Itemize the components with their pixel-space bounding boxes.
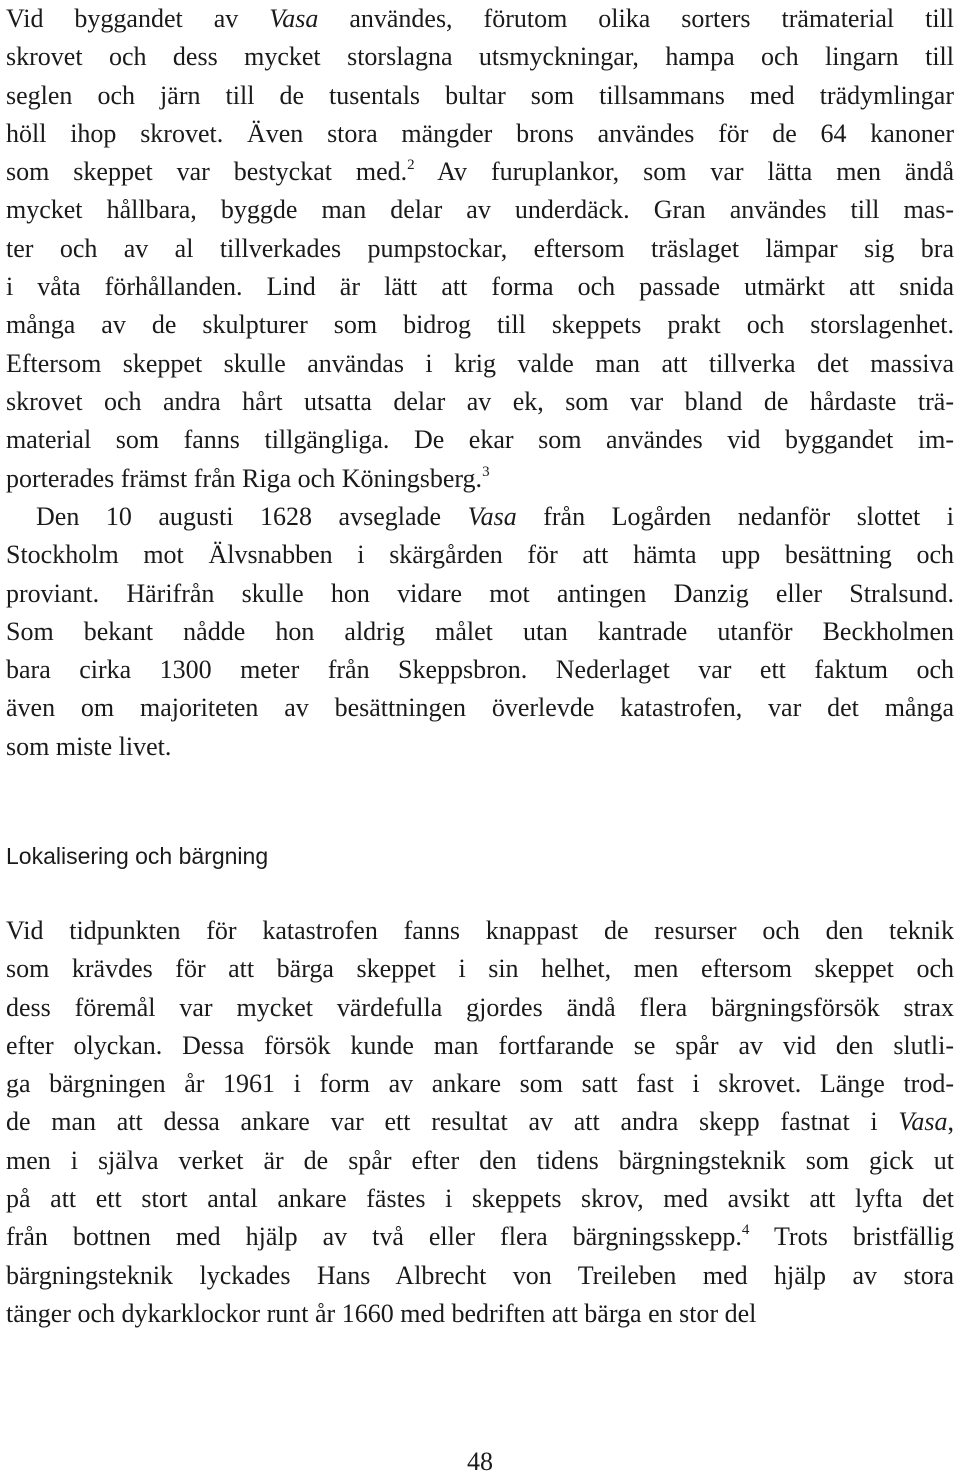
text-line: mycket hållbara, byggde man delar av underdäck. Gran användes till mas- [6,195,954,225]
text-line: men i själva verket är de spår efter den tidens bärgningsteknik som gick ut [6,1145,954,1175]
italic-ship-name: Vasa [898,1107,948,1137]
text-line: Stockholm mot Älvsnabben i skärgården för att hämta upp besättning och [6,540,954,570]
section-heading: Lokalisering och bärgning [6,843,269,869]
footnote-marker: 4 [741,1222,750,1239]
text-line: från bottnen med hjälp av två eller flera bärgningsskepp.$^4$ Trots bristfällig [6,1222,955,1252]
text-line: Vid byggandet av Vasa användes, förutom olika sorters trämaterial till [6,4,954,33]
paragraph-vasa-materials [6,0,954,498]
text-line: som miste livet. [6,731,172,761]
text-line: porterades främst från Riga och Köningsberg.$^3$ [6,463,490,493]
text-line: i våta förhållanden. Lind är lätt att forma och passade utmärkt att snida [6,272,954,302]
text-line: ter och av al tillverkades pumpstockar, eftersom träslaget lämpar sig bra [6,233,954,263]
text-line: som krävdes för att bärga skeppet i sin helhet, men eftersom skeppet och [6,954,954,984]
text-line: höll ihop skrovet. Även stora mängder brons användes för de 64 kanoner [6,118,954,148]
text-line: material som fanns tillgängliga. De ekar som användes vid byggandet im- [6,425,954,455]
italic-ship-name: Vasa [269,4,319,33]
text-line: Som bekant nådde hon aldrig målet utan kantrade utanför Beckholmen [6,616,954,646]
text-line: tänger och dykarklockor runt år 1660 med bedriften att bärga en stor del [6,1298,757,1328]
text-line: även om majoriteten av besättningen överlevde katastrofen, var det många [6,693,954,723]
footnote-marker: 2 [407,157,415,174]
text-line: proviant. Härifrån skulle hon vidare mot antingen Danzig eller Stralsund. [6,578,954,608]
italic-ship-name: Vasa [467,502,517,531]
paragraph-salvage [6,912,954,1333]
text-line: Eftersom skeppet skulle användas i krig valde man att tillverka det massiva [6,348,954,378]
text-line: bärgningsteknik lyckades Hans Albrecht von Treileben med hjälp av stora [6,1260,954,1290]
text-line: dess föremål var mycket värdefulla gjordes ändå flera bärgningsförsök strax [6,992,954,1022]
text-line: Den 10 augusti 1628 avseglade Vasa från Logården nedanför slottet i [36,502,954,531]
text-line: skrovet och andra hårt utsatta delar av ek, som var bland de hårdaste trä- [6,386,954,416]
text-line: ga bärgningen år 1961 i form av ankare som satt fast i skrovet. Länge trod- [6,1069,954,1099]
text-line: seglen och järn till de tusentals bultar som tillsammans med trädymlingar [6,80,954,110]
text-line: Vid tidpunkten för katastrofen fanns knappast de resurser och den teknik [6,916,954,945]
text-line: på att ett stort antal ankare fästes i skeppets skrov, med avsikt att lyfta det [6,1184,954,1214]
text-line: många av de skulpturer som bidrog till skeppets prakt och storslagenhet. [6,310,954,340]
page-number: 48 [467,1447,493,1476]
paragraph-vasa-voyage [6,498,954,766]
text-line: de man att dessa ankare var ett resultat av att andra skepp fastnat i Vasa, [6,1107,954,1137]
text-line: skrovet och dess mycket storslagna utsmyckningar, hampa och lingarn till [6,42,954,72]
text-line: som skeppet var bestyckat med.$^2$ Av furuplankor, som var lätta men ändå [6,157,954,187]
text-line: bara cirka 1300 meter från Skeppsbron. Nederlaget var ett faktum och [6,655,954,685]
text-line: efter olyckan. Dessa försök kunde man fortfarande se spår av vid den slutli- [6,1030,954,1060]
footnote-marker: 3 [482,463,490,480]
